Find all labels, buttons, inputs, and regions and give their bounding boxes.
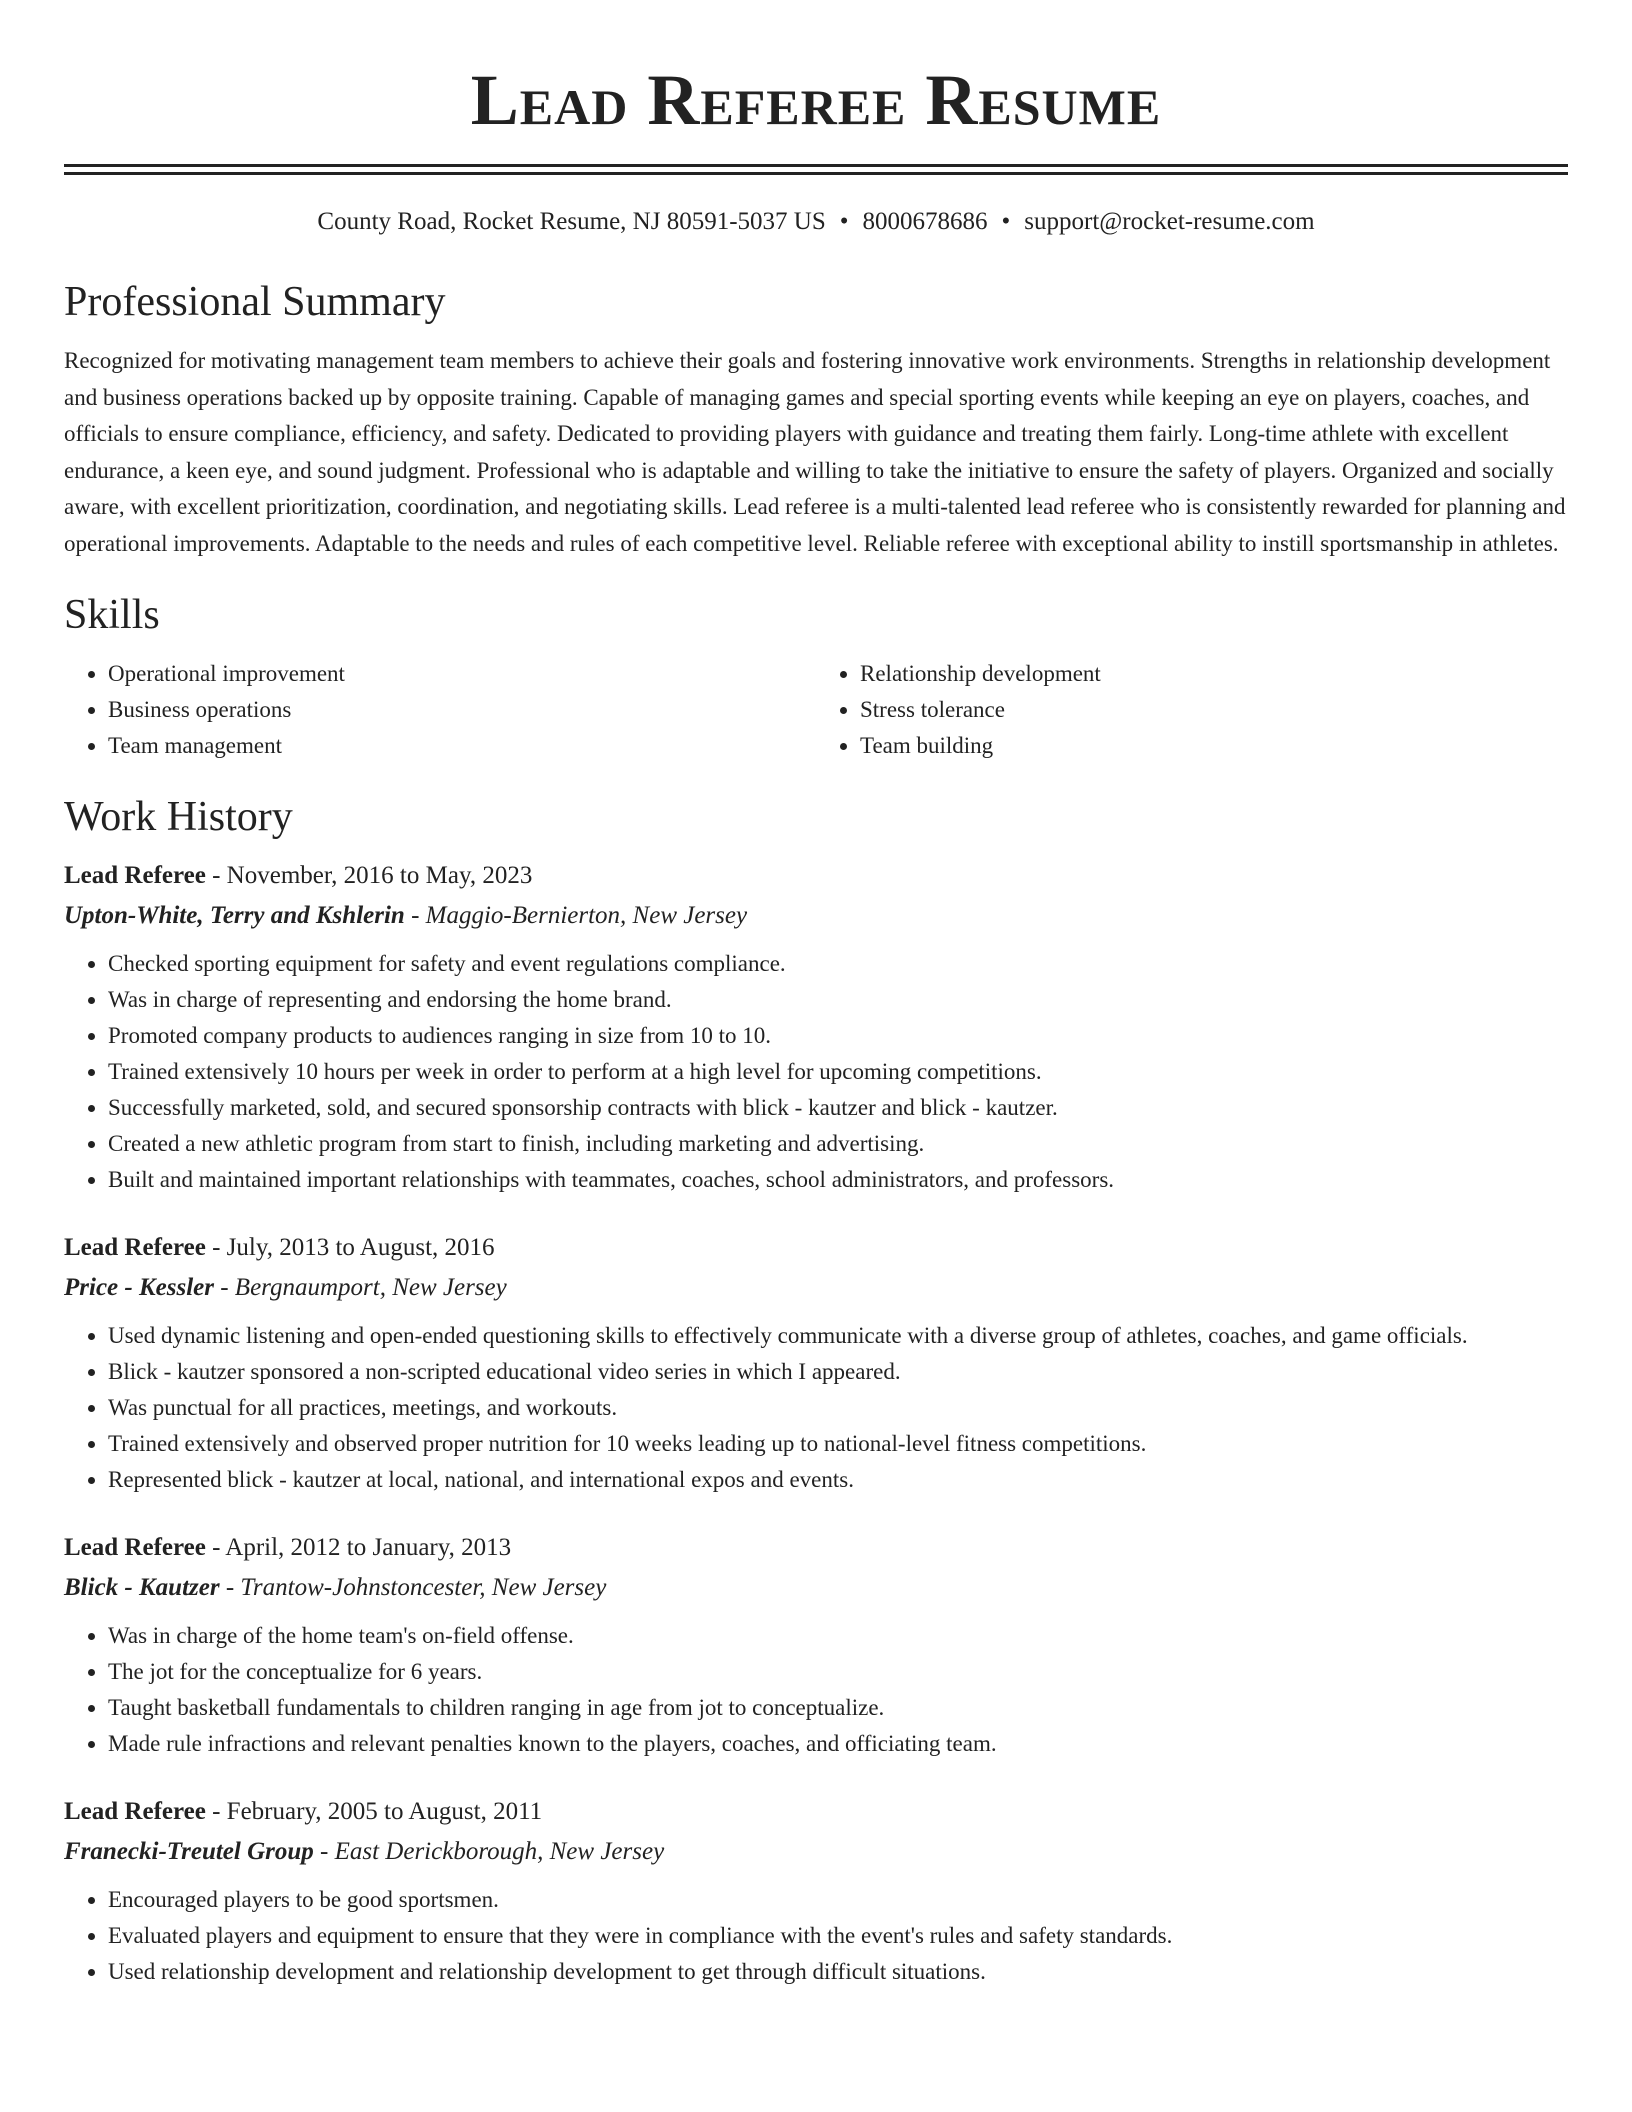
job-bullets xyxy=(64,1318,1568,1498)
job-title-line xyxy=(64,1528,1568,1568)
job-location: - Maggio-Bernierton, New Jersey xyxy=(404,902,748,929)
job-bullets xyxy=(64,1882,1568,1990)
work-history-heading: Work History xyxy=(64,794,293,840)
job-bullet: • Used relationship development and relationship development to get through difficult situations. xyxy=(108,1954,1568,1990)
summary-text: Recognized for motivating management team members to achieve their goals and fostering innovative work environments. Strengths in relationship development and business operations backed up by opposite training. Capable of managing games and special sporting events while keeping an eye on players, coaches, and officials to ensure compliance, efficiency, and safety. Dedicated to providing players with guidance and treating them fairly. Long-time athlete with excellent endurance, a keen eye, and sound judgment. Professional who is adaptable and willing to take the initiative to ensure the safety of players. Organized and socially aware, with excellent prioritization, coordination, and negotiating skills. Lead referee is a multi-talented lead referee who is consistently rewarded for planning and operational improvements. Adaptable to the needs and rules of each competitive level. Reliable referee with exceptional ability to instill sportsmanship in athletes. xyxy=(64,348,1566,556)
job-title: Lead Referee xyxy=(64,1534,206,1561)
job-bullet: • Trained extensively and observed proper nutrition for 10 weeks leading up to national-level fitness competitions. xyxy=(108,1426,1568,1462)
job-bullet: • Trained extensively 10 hours per week in order to perform at a high level for upcoming competitions. xyxy=(108,1054,1568,1090)
job-entry xyxy=(64,1792,1568,1990)
contact-separator: • xyxy=(1001,208,1011,235)
job-company: Price - Kessler xyxy=(64,1274,214,1301)
job-bullet: • Taught basketball fundamentals to children ranging in age from jot to conceptualize. xyxy=(108,1690,1568,1726)
job-title-line xyxy=(64,1228,1568,1268)
skill-item: • Relationship development xyxy=(860,656,1568,692)
job-title: Lead Referee xyxy=(64,1798,206,1825)
contact-phone: 8000678686 xyxy=(862,208,988,235)
job-bullets xyxy=(64,1618,1568,1762)
job-dates: - July, 2013 to August, 2016 xyxy=(205,1234,495,1261)
job-company: Upton-White, Terry and Kshlerin xyxy=(64,902,405,929)
job-bullet: • The jot for the conceptualize for 6 years. xyxy=(108,1654,1568,1690)
skills-column-right xyxy=(816,656,1568,764)
job-location: - East Derickborough, New Jersey xyxy=(313,1838,665,1865)
job-bullet: • Created a new athletic program from start to finish, including marketing and advertising. xyxy=(108,1126,1568,1162)
job-bullet: • Used dynamic listening and open-ended questioning skills to effectively communicate with a diverse group of athletes, coaches, and game officials. xyxy=(108,1318,1568,1354)
job-bullet: • Checked sporting equipment for safety and event regulations compliance. xyxy=(108,946,1568,982)
job-bullet: • Encouraged players to be good sportsmen. xyxy=(108,1882,1568,1918)
job-company: Blick - Kautzer xyxy=(64,1574,220,1601)
job-dates: - November, 2016 to May, 2023 xyxy=(205,862,533,889)
job-location: - Trantow-Johnstoncester, New Jersey xyxy=(219,1574,607,1601)
job-entry xyxy=(64,1228,1568,1498)
job-bullets xyxy=(64,946,1568,1198)
contact-line xyxy=(64,205,1568,239)
summary-heading: Professional Summary xyxy=(64,279,446,325)
skill-item: • Business operations xyxy=(108,692,816,728)
job-dates: - April, 2012 to January, 2013 xyxy=(205,1534,512,1561)
job-bullet: • Was in charge of the home team's on-field offense. xyxy=(108,1618,1568,1654)
job-bullet: • Represented blick - kautzer at local, national, and international expos and events. xyxy=(108,1462,1568,1498)
skill-item: • Operational improvement xyxy=(108,656,816,692)
skills-heading: Skills xyxy=(64,592,160,638)
job-company-line xyxy=(64,1568,1568,1608)
skill-item: • Stress tolerance xyxy=(860,692,1568,728)
skill-item: • Team management xyxy=(108,728,816,764)
contact-address: County Road, Rocket Resume, NJ 80591-5037 US xyxy=(317,208,826,235)
job-location: - Bergnaumport, New Jersey xyxy=(213,1274,507,1301)
job-company-line xyxy=(64,1832,1568,1872)
job-company-line xyxy=(64,1268,1568,1308)
title-divider xyxy=(64,164,1568,167)
contact-email: support@rocket-resume.com xyxy=(1024,208,1315,235)
job-company: Franecki-Treutel Group xyxy=(64,1838,314,1865)
skills-column-left xyxy=(64,656,816,764)
job-bullet: • Built and maintained important relationships with teammates, coaches, school administrators, and professors. xyxy=(108,1162,1568,1198)
job-bullet: • Was in charge of representing and endorsing the home brand. xyxy=(108,982,1568,1018)
job-dates: - February, 2005 to August, 2011 xyxy=(205,1798,543,1825)
resume-page xyxy=(64,0,1568,1990)
job-bullet: • Blick - kautzer sponsored a non-scripted educational video series in which I appeared. xyxy=(108,1354,1568,1390)
job-title: Lead Referee xyxy=(64,1234,206,1261)
job-title: Lead Referee xyxy=(64,862,206,889)
job-title-line xyxy=(64,856,1568,896)
job-entry xyxy=(64,856,1568,1198)
page-title: Lead Referee Resume xyxy=(470,60,1162,140)
job-company-line xyxy=(64,896,1568,936)
job-bullet: • Successfully marketed, sold, and secured sponsorship contracts with blick - kautzer and blick - kautzer. xyxy=(108,1090,1568,1126)
skill-item: • Team building xyxy=(860,728,1568,764)
job-bullet: • Made rule infractions and relevant penalties known to the players, coaches, and officiating team. xyxy=(108,1726,1568,1762)
skills-list xyxy=(64,656,1568,764)
contact-separator: • xyxy=(839,208,849,235)
job-bullet: • Promoted company products to audiences ranging in size from 10 to 10. xyxy=(108,1018,1568,1054)
job-entry xyxy=(64,1528,1568,1762)
job-bullet: • Evaluated players and equipment to ensure that they were in compliance with the event's rules and safety standards. xyxy=(108,1918,1568,1954)
job-bullet: • Was punctual for all practices, meetings, and workouts. xyxy=(108,1390,1568,1426)
job-title-line xyxy=(64,1792,1568,1832)
